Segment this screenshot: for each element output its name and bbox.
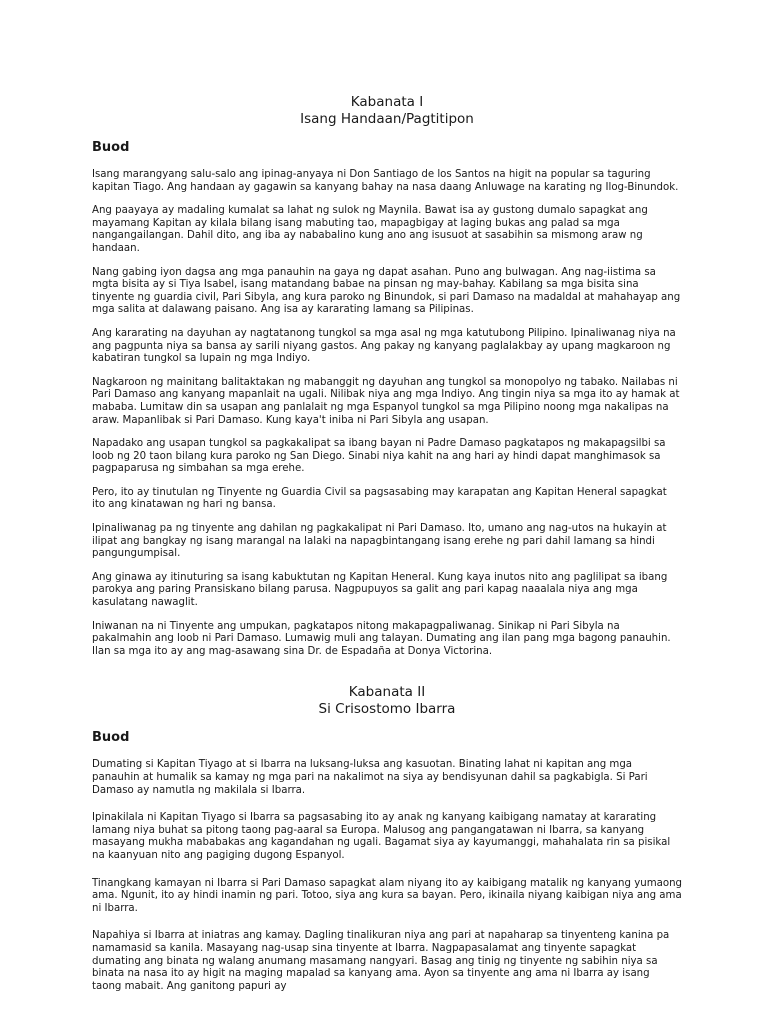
chapter-1-section-heading: Buod xyxy=(92,140,130,155)
chapter-2-title: Si Crisostomo Ibarra xyxy=(318,701,456,718)
chapter-1-paragraph-10: Iniwanan na ni Tinyente ang umpukan, pagkatapos nitong makapagpaliwanag. Sinikap ni Pari Sibyla na pakalmahin ang loob ni Pari Damaso. Lumawig muli ang talayan. Dumating ang ilan pang mga bagong panauhin. Ilan sa mga ito ay ang mag-asawang sina Dr. de Espadaña at Donya Victorina. xyxy=(92,620,671,657)
chapter-1-header xyxy=(92,94,682,128)
chapter-1-paragraph-3: Nang gabing iyon dagsa ang mga panauhin na gaya ng dapat asahan. Puno ang bulwagan. Ang nag-iistima sa mgta bisita ay si Tiya Isabel, isang matandang babae na pinsan ng may-bahay. Kabilang sa mga bisita sina tinyente ng guardia civil, Pari Sibyla, ang kura paroko ng Binundok, si pari Damaso na madaldal at mahahayap ang mga salita at dalawang paisano. Ang isa ay kararating lamang sa Pilipinas. xyxy=(92,266,681,316)
chapter-2-paragraph-4: Napahiya si Ibarra at iniatras ang kamay. Dagling tinalikuran niya ang pari at napaharap sa tinyenteng kanina pa namamasid sa kanila. Masayang nag-usap sina tinyente at Ibarra. Nagpapasalamat ang tinyente sapagkat dumating ang binata ng walang anumang masamang nangyari. Basag ang tinig ng tinyente ng sabihin niya sa binata na nasa ito ay higit na maging mapalad sa kanyang ama. Ayon sa tinyente ang ama ni Ibarra ay isang taong mabait. Ang ganitong papuri ay xyxy=(92,930,670,992)
chapter-1-paragraph-9: Ang ginawa ay itinuturing sa isang kabuktutan ng Kapitan Heneral. Kung kaya inutos nito ang paglilipat sa ibang parokya ang paring Pransiskano bilang parusa. Nagpupuyos sa galit ang pari kapag naaalala niya ang mga kasulatang nawaglit. xyxy=(92,571,668,609)
document-content xyxy=(92,94,682,1008)
chapter-2-number: Kabanata II xyxy=(348,684,426,701)
chapter-1 xyxy=(92,94,682,658)
chapter-1-paragraph-5: Nagkaroon ng mainitang balitaktakan ng mabanggit ng dayuhan ang tungkol sa monopolyo ng tabako. Nailabas ni Pari Damaso ang kanyang mapanlait na ugali. Nilibak niya ang mga Indiyo. Ang tingin niya sa mga ito ay hamak at mababa. Lumitaw din sa usapan ang panlalait ng mga Espanyol tungkol sa mga Pilipino noong mga nakalipas na araw. Mapanlibak si Pari Damaso. Kung kaya't iniba ni Pari Sibyla ang usapan. xyxy=(92,376,680,426)
chapter-1-paragraph-8: Ipinaliwanag pa ng tinyente ang dahilan ng pagkakalipat ni Pari Damaso. Ito, umano ang nag-utos na hukayin at ilipat ang bangkay ng isang marangal na lalaki na napagbintangang isang erehe ng pari dahil lamang sa hindi pangungumpisal. xyxy=(92,523,667,560)
chapter-1-paragraph-6: Napadako ang usapan tungkol sa pagkakalipat sa ibang bayan ni Padre Damaso pagkatapos ng makapagsilbi sa loob ng 20 taon bilang kura paroko ng San Diego. Sinabi niya kahit na ang hari ay hindi dapat manghimasok sa pagpaparusa ng simbahan sa mga erehe. xyxy=(92,438,666,475)
chapter-1-number: Kabanata I xyxy=(350,94,424,110)
chapter-2-paragraph-3: Tinangkang kamayan ni Ibarra si Pari Damaso sapagkat alam niyang ito ay kaibigang matalik ng kanyang yumaong ama. Ngunit, ito ay hindi inamin ng pari. Totoo, siya ang kura sa bayan. Pero, ikinaila niyang kaibigan niya ang ama ni Ibarra. xyxy=(92,877,683,914)
chapter-1-paragraph-1: Isang marangyang salu-salo ang ipinag-anyaya ni Don Santiago de los Santos na higit na popular sa taguring kapitan Tiago. Ang handaan ay gagawin sa kanyang bahay na nasa daang Anluwage na karating ng Ilog-Binundok. xyxy=(92,169,679,193)
chapter-2-section-heading: Buod xyxy=(92,730,130,746)
chapter-2 xyxy=(92,684,682,993)
chapter-2-paragraph-2: Ipinakilala ni Kapitan Tiyago si Ibarra sa pagsasabing ito ay anak ng kanyang kaibigang namatay at kararating lamang niya buhat sa pitong taong pag-aaral sa Europa. Malusog ang pangangatawan ni Ibarra, sa kanyang masayang mukha mababakas ang kagandahan ng ugali. Bagamat siya ay kayumanggi, mahahalata rin sa pisikal na kaanyuan nito ang pagiging dugong Espanyol. xyxy=(92,812,671,861)
chapter-1-paragraph-7: Pero, ito ay tinutulan ng Tinyente ng Guardia Civil sa pagsasabing may karapatan ang Kapitan Heneral sapagkat ito ang kinatawan ng hari ng bansa. xyxy=(92,486,667,511)
chapter-2-header xyxy=(92,684,682,718)
chapter-1-paragraph-4: Ang kararating na dayuhan ay nagtatanong tungkol sa mga asal ng mga katutubong Pilipino. Ipinaliwanag niya na ang pagpunta niya sa bansa ay sarili niyang gastos. Ang pakay ng kanyang paglalakbay ay upang magkaroon ng kabatiran tungkol sa lupain ng mga Indiyo. xyxy=(92,327,676,365)
chapter-2-paragraph-1: Dumating si Kapitan Tiyago at si Ibarra na luksang-luksa ang kasuotan. Binating lahat ni kapitan ang mga panauhin at humalik sa kamay ng mga pari na nakalimot na siya ay bendisyunan dahil sa pagkabigla. Si Pari Damaso ay namutla ng makilala si Ibarra. xyxy=(92,759,648,796)
chapter-1-paragraph-2: Ang paayaya ay madaling kumalat sa lahat ng sulok ng Maynila. Bawat isa ay gustong dumalo sapagkat ang mayamang Kapitan ay kilala bilang isang mabuting tao, mapagbigay at laging bukas ang palad sa mga nangangailangan. Dahil dito, ang iba ay nababalino kung ano ang isusuot at sasabihin sa mismong araw ng handaan. xyxy=(92,205,648,254)
chapter-1-title: Isang Handaan/Pagtitipon xyxy=(300,111,474,127)
